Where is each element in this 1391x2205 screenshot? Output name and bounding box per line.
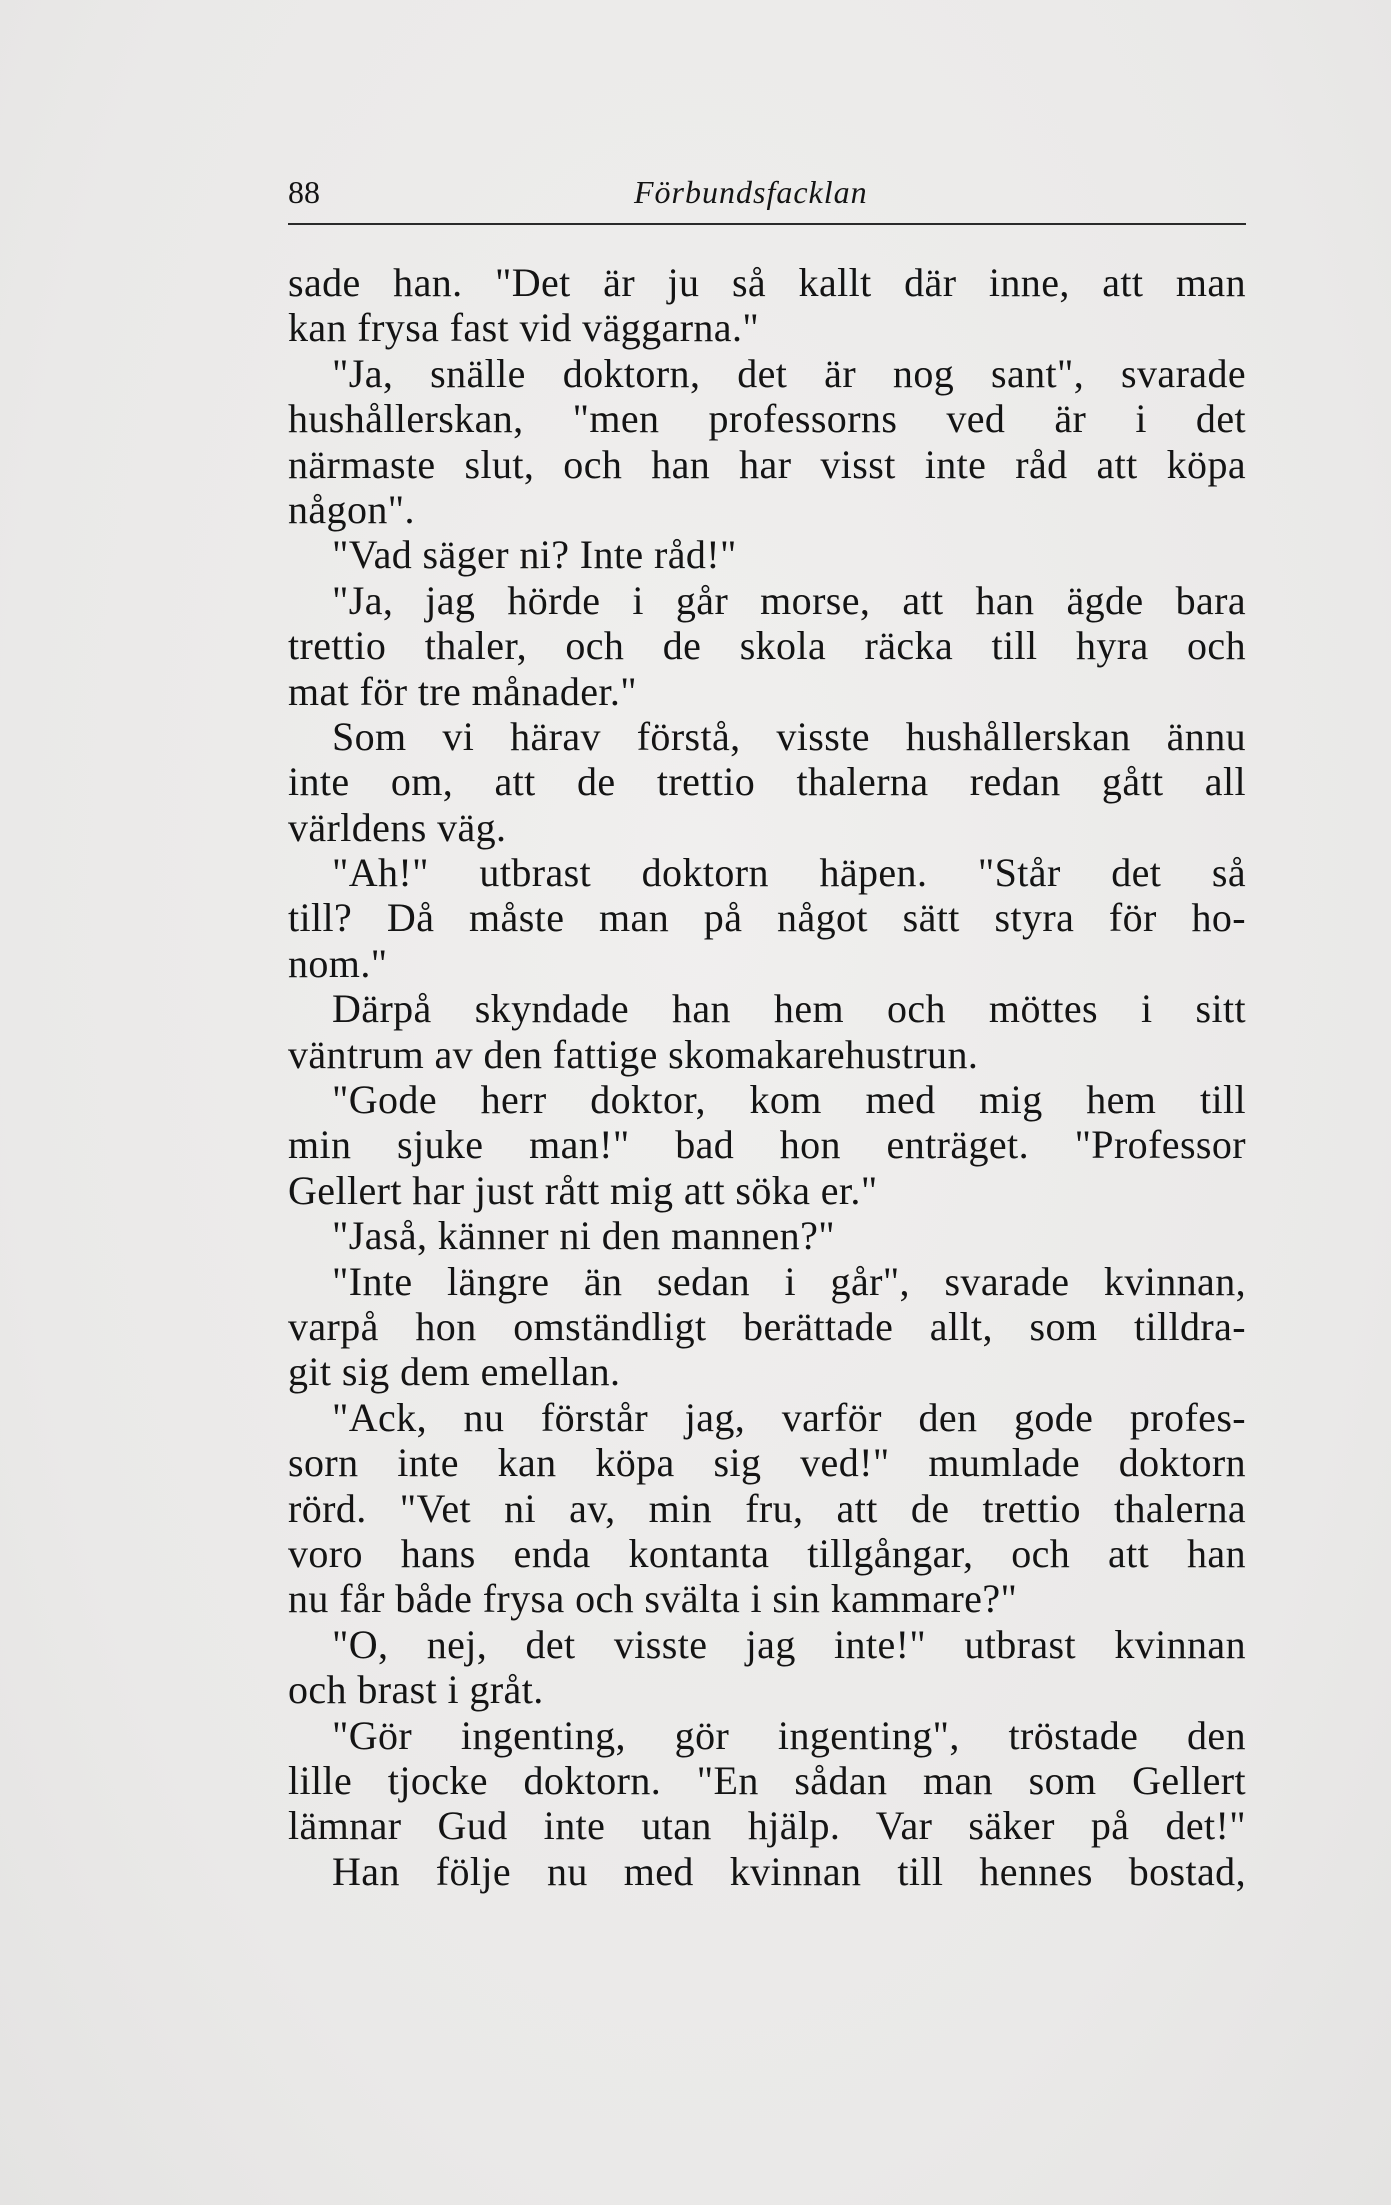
text-line: "O, nej, det visste jag inte!" utbrast kvinnan — [332, 1621, 1246, 1667]
body-text — [288, 260, 1246, 1894]
text-line: Han följe nu med kvinnan till hennes bostad, — [332, 1848, 1246, 1894]
text-line: Som vi härav förstå, visste hushållerskan ännu — [332, 713, 1246, 759]
text-line: "Ja, snälle doktorn, det är nog sant", svarade — [332, 350, 1246, 396]
text-line: nom." — [288, 940, 388, 986]
running-title: Förbundsfacklan — [634, 174, 868, 210]
text-line: närmaste slut, och han har visst inte råd att köpa — [288, 441, 1246, 487]
text-line: "Gör ingenting, gör ingenting", tröstade den — [332, 1712, 1246, 1758]
header-rule — [288, 223, 1246, 225]
text-line: varpå hon omständligt berättade allt, som tilldra- — [288, 1303, 1246, 1349]
text-line: inte om, att de trettio thalerna redan gått all — [288, 759, 1246, 805]
text-line: kan frysa fast vid väggarna." — [288, 305, 760, 351]
text-line: sorn inte kan köpa sig ved!" mumlade doktorn — [288, 1440, 1246, 1486]
text-line: "Ja, jag hörde i går morse, att han ägde bara — [332, 577, 1246, 623]
text-line: "Ah!" utbrast doktorn häpen. "Står det så — [332, 850, 1246, 896]
text-line: nu får både frysa och svälta i sin kammare?" — [288, 1576, 1018, 1622]
page-header — [288, 170, 1246, 214]
text-line: världens väg. — [288, 804, 507, 850]
page-number: 88 — [288, 174, 320, 210]
text-line: "Inte längre än sedan i går", svarade kvinnan, — [332, 1258, 1246, 1304]
text-line: "Vad säger ni? Inte råd!" — [332, 532, 737, 578]
text-line: till? Då måste man på något sätt styra för ho- — [288, 895, 1246, 941]
text-line: trettio thaler, och de skola räcka till hyra och — [288, 623, 1246, 669]
text-line: hushållerskan, "men professorns ved är i det — [288, 396, 1246, 442]
text-line: Gellert har just rått mig att söka er." — [288, 1167, 878, 1213]
text-line: "Gode herr doktor, kom med mig hem till — [332, 1077, 1246, 1123]
text-line: lämnar Gud inte utan hjälp. Var säker på det!" — [288, 1803, 1246, 1849]
text-line: "Jaså, känner ni den mannen?" — [332, 1213, 835, 1259]
text-line: "Ack, nu förstår jag, varför den gode profes- — [332, 1394, 1246, 1440]
text-line: någon". — [288, 486, 415, 532]
text-line: lille tjocke doktorn. "En sådan man som Gellert — [288, 1757, 1246, 1803]
text-line: Därpå skyndade han hem och möttes i sitt — [332, 986, 1246, 1032]
text-line: voro hans enda kontanta tillgångar, och att han — [288, 1530, 1246, 1576]
text-line: min sjuke man!" bad hon enträget. "Professor — [288, 1122, 1246, 1168]
text-line: väntrum av den fattige skomakarehustrun. — [288, 1031, 979, 1077]
text-line: git sig dem emellan. — [288, 1349, 621, 1395]
text-line: rörd. "Vet ni av, min fru, att de trettio thalerna — [288, 1485, 1246, 1531]
text-line: mat för tre månader." — [288, 668, 638, 714]
text-line: sade han. "Det är ju så kallt där inne, att man — [288, 260, 1246, 305]
text-line: och brast i gråt. — [288, 1667, 544, 1713]
